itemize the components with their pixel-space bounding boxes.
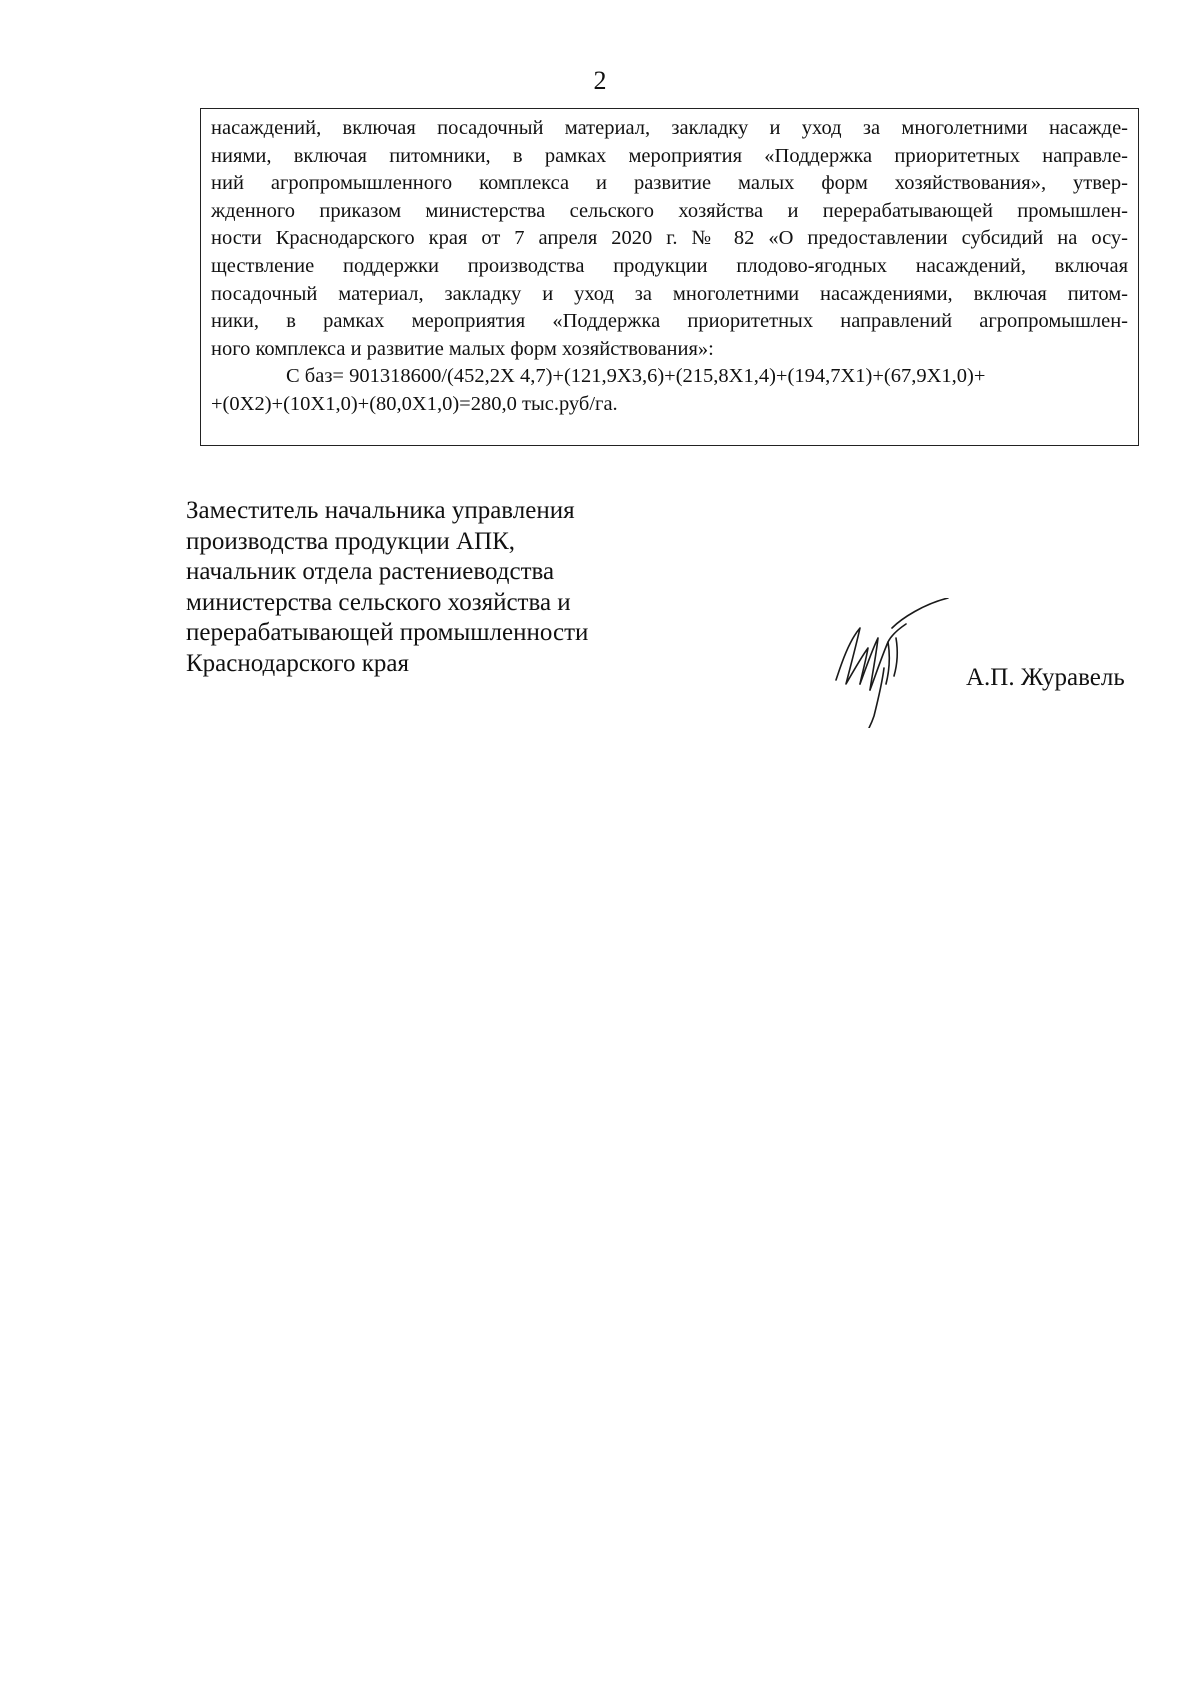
signatory-name: А.П. Журавель xyxy=(966,664,1125,691)
box-text-line: ний агропромышленного комплекса и развитие малых форм хозяйствования», утвер- xyxy=(211,172,1128,195)
box-text-line: ники, в рамках мероприятия «Поддержка приоритетных направлений агропромышлен- xyxy=(211,310,1128,333)
handwritten-signature xyxy=(826,598,964,728)
box-text-line: посадочный материал, закладку и уход за многолетними насаждениями, включая питом- xyxy=(211,282,1128,305)
formula-line: +(0Х2)+(10Х1,0)+(80,0Х1,0)=280,0 тыс.руб/га. xyxy=(211,392,618,415)
box-text-line: ниями, включая питомники, в рамках мероприятия «Поддержка приоритетных направле- xyxy=(211,144,1128,167)
position-line: Краснодарского края xyxy=(186,649,409,677)
signatory-position xyxy=(186,496,706,679)
box-text-line: насаждений, включая посадочный материал, закладку и уход за многолетними насажде- xyxy=(211,117,1128,139)
position-line: министерства сельского хозяйства и xyxy=(186,588,571,616)
boxed-text-frame xyxy=(200,108,1139,446)
formula-line: С баз= 901318600/(452,2Х 4,7)+(121,9Х3,6)+(215,8Х1,4)+(194,7Х1)+(67,9Х1,0)+ xyxy=(286,365,986,388)
position-line: производства продукции АПК, xyxy=(186,527,516,555)
page-number: 2 xyxy=(593,66,607,95)
position-line: перерабатывающей промышленности xyxy=(186,619,589,646)
box-text-line: ществление поддержки производства продукции плодово-ягодных насаждений, включая xyxy=(211,254,1128,277)
box-text-line: жденного приказом министерства сельского хозяйства и перерабатывающей промышлен- xyxy=(211,199,1128,222)
position-line: начальник отдела растениеводства xyxy=(186,558,555,585)
box-text-line: ного комплекса и развитие малых форм хозяйствования»: xyxy=(211,337,714,360)
position-line: Заместитель начальника управления xyxy=(186,497,575,524)
box-text-line: ности Краснодарского края от 7 апреля 2020 г. № 82 «О предоставлении субсидий на осу- xyxy=(211,227,1128,250)
